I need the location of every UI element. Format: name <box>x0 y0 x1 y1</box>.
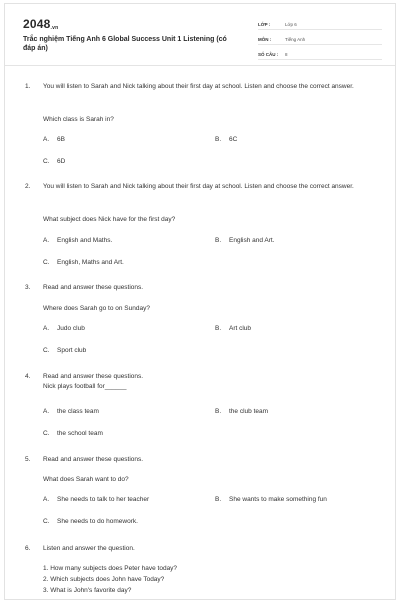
question-sub-prompt: What subject does Nick have for the first day? <box>43 216 176 223</box>
option-a[interactable]: A. English and Maths. <box>43 237 113 244</box>
question-sub-prompt: Nick plays football for______ <box>43 383 127 390</box>
question-text: Read and answer these questions. <box>43 456 144 463</box>
question-sub-prompt: What does Sarah want to do? <box>43 476 129 483</box>
option-c[interactable]: C. 6D <box>43 158 66 165</box>
question-number: 1. <box>25 83 31 90</box>
site-logo[interactable]: $2048_{.vn}$ <box>23 17 59 31</box>
option-b[interactable]: B. Art club <box>215 325 252 332</box>
question-number: 5. <box>25 456 31 463</box>
option-b[interactable]: B. 6C <box>215 136 238 143</box>
meta-value: Lớp 6 <box>285 22 297 27</box>
question-text: Read and answer these questions. <box>43 284 144 291</box>
option-c[interactable]: C. She needs to do homework. <box>43 518 138 525</box>
option-c[interactable]: C. English, Maths and Art. <box>43 259 124 266</box>
option-a[interactable]: A. the class team <box>43 408 99 415</box>
meta-value: 8 <box>285 52 288 57</box>
list-item: 1. How many subjects does Peter have today? <box>43 565 178 572</box>
document-header <box>5 4 395 66</box>
question-number: 3. <box>25 284 31 291</box>
meta-label: LỚP : <box>258 22 271 27</box>
question-text: Read and answer these questions. <box>43 373 144 380</box>
option-c[interactable]: C. the school team <box>43 430 103 437</box>
meta-value: Tiếng Anh <box>285 37 306 42</box>
question-text: You will listen to Sarah and Nick talking about their first day at school. Listen and choose the correct answer. <box>43 83 354 90</box>
meta-row-subject <box>258 32 382 45</box>
question-number: 2. <box>25 183 31 190</box>
option-a[interactable]: A. 6B <box>43 136 65 143</box>
question-text: Listen and answer the question. <box>43 545 135 552</box>
list-item: 2. Which subjects does John have Today? <box>43 576 165 583</box>
meta-label: SỐ CÂU : <box>258 52 279 57</box>
option-a[interactable]: A. She needs to talk to her teacher <box>43 496 150 503</box>
option-b[interactable]: B. English and Art. <box>215 237 275 244</box>
list-item: 3. What is John's favorite day? <box>43 587 132 594</box>
option-a[interactable]: A. Judo club <box>43 325 85 332</box>
document-page <box>4 3 396 600</box>
option-c[interactable]: C. Sport club <box>43 347 87 354</box>
document-title: Trắc nghiệm Tiếng Anh 6 Global Success Unit 1 Listening (có đáp án) <box>23 36 227 52</box>
meta-row-class <box>258 17 382 30</box>
meta-label: MÔN : <box>258 37 272 42</box>
question-sub-prompt: Which class is Sarah in? <box>43 116 114 123</box>
question-number: 6. <box>25 545 31 552</box>
option-b[interactable]: B. the club team <box>215 408 269 415</box>
option-b[interactable]: B. She wants to make something fun <box>215 496 327 503</box>
question-text: You will listen to Sarah and Nick talking about their first day at school. Listen and choose the correct answer. <box>43 183 354 190</box>
question-number: 4. <box>25 373 31 380</box>
question-sub-prompt: Where does Sarah go to on Sunday? <box>43 305 150 312</box>
meta-row-question-count <box>258 47 382 60</box>
meta-info <box>258 17 382 62</box>
